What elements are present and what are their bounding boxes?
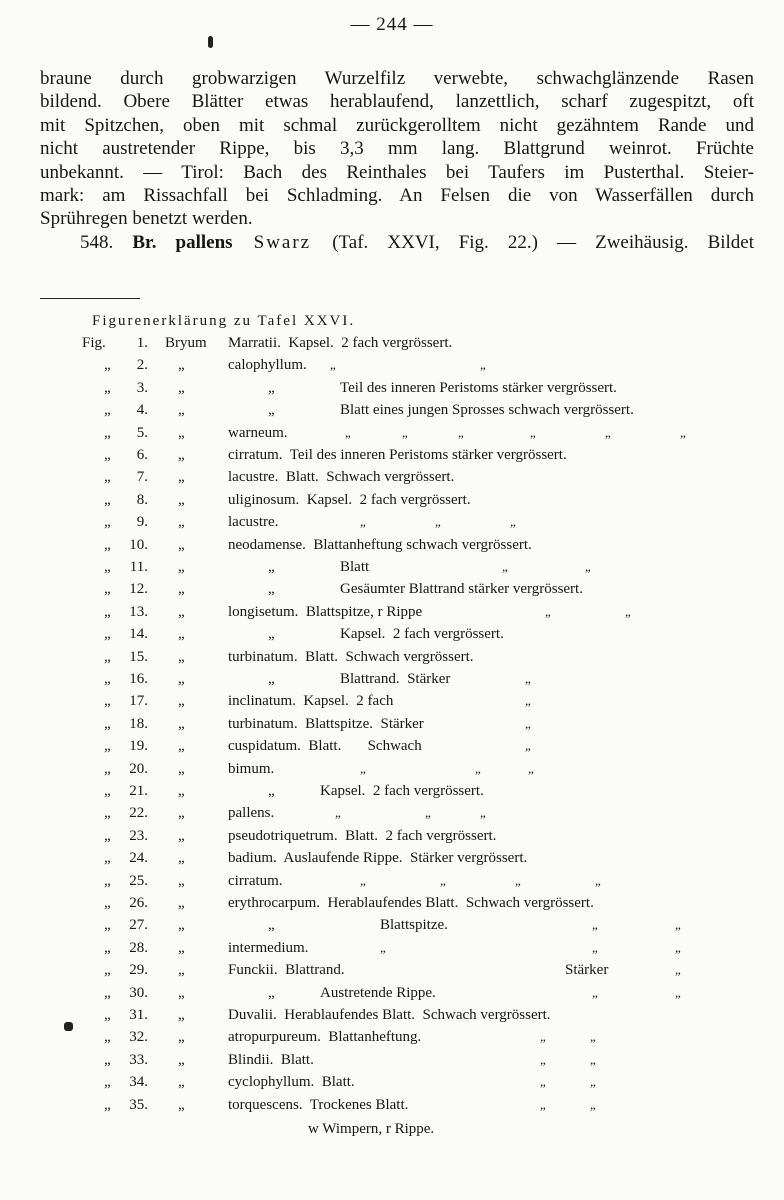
ditto-mark: „ [104,805,111,822]
legend-row [0,1029,784,1051]
legend-row [0,469,784,491]
legend-description: badium. Auslaufende Rippe. Stärker vergrössert. [228,850,528,867]
ditto-mark: „ [540,1096,546,1112]
ditto-mark: „ [528,760,534,776]
legend-description: turbinatum. Blattspitze. Stärker [228,715,424,732]
ditto-mark: „ [545,603,551,619]
legend-row [0,604,784,626]
fig-number: 18. [129,715,148,732]
legend-description: Blatt eines jungen Sprosses schwach vergrössert. [340,402,634,419]
ditto-mark: „ [515,872,521,888]
legend-description: longisetum. Blattspitze, r Rippe [228,603,423,620]
ditto-mark: „ [525,693,531,709]
legend-row [0,761,784,783]
ditto-mark: „ [104,447,111,463]
ditto-mark: „ [104,783,111,799]
legend-row [0,335,784,357]
legend-description: atropurpureum. Blattanheftung. [228,1029,422,1046]
ditto-mark: „ [178,715,185,732]
fig-number: 16. [129,671,148,687]
legend-description: cirratum. Teil des inneren Peristoms stärker vergrössert. [228,447,567,463]
fig-number: 13. [129,603,148,620]
legend-row [0,1052,784,1074]
legend-row [0,783,784,805]
legend-description: uliginosum. Kapsel. 2 fach vergrössert. [228,491,471,508]
ditto-mark: „ [590,1074,596,1090]
ditto-mark: „ [335,805,341,821]
legend-description: cuspidatum. Blatt. Schwach [228,738,422,755]
fig-number: 7. [136,469,148,486]
ditto-mark: „ [380,939,386,955]
ditto-mark: „ [540,1029,546,1045]
ditto-mark: „ [104,648,111,665]
fig-number: 20. [129,760,148,777]
legend-row [0,985,784,1007]
legend-description: Blattspitze. [380,917,448,934]
ditto-mark: „ [268,402,275,419]
fig-number: 1. [136,335,148,351]
legend-row [0,1074,784,1096]
ditto-mark: „ [178,783,185,799]
legend-row [0,716,784,738]
ditto-mark: „ [440,872,446,888]
fig-number: 5. [136,424,148,441]
ditto-mark: „ [178,447,185,463]
legend-description: calophyllum. [228,357,307,374]
legend-row [0,1007,784,1029]
ditto-mark: „ [595,872,601,888]
fig-number: 31. [129,1007,148,1023]
legend-description: Teil des inneren Peristoms stärker vergrössert. [340,379,617,396]
ditto-mark: „ [330,357,336,373]
ditto-mark: „ [104,1029,111,1046]
ditto-mark: „ [605,424,611,440]
ditto-mark: „ [104,715,111,732]
legend-description: neodamense. Blattanheftung schwach vergrössert. [228,536,532,553]
legend-description: Kapsel. 2 fach vergrössert. [320,783,484,799]
ditto-mark: „ [525,715,531,731]
fig-number: 22. [129,805,148,822]
legend-row [0,514,784,536]
ditto-mark: „ [178,805,185,822]
legend-description: Blatt [340,559,370,575]
legend-description: Funckii. Blattrand. [228,962,345,979]
ditto-mark: „ [104,1051,111,1068]
ditto-mark: „ [104,402,111,419]
ditto-mark: „ [104,1007,111,1023]
ditto-mark: „ [540,1051,546,1067]
fig-number: 17. [129,693,148,710]
legend-row [0,962,784,984]
body-line: bildend. Obere Blätter etwas herablaufend, lanzettlich, scharf zugespitzt, oft [40,91,754,113]
legend-row [0,380,784,402]
ditto-mark: „ [104,671,111,687]
legend-description: cirratum. [228,872,283,889]
fig-number: 32. [129,1029,148,1046]
legend-row [0,693,784,715]
ditto-mark: „ [178,1007,185,1023]
ditto-mark: „ [178,469,185,486]
ditto-mark: „ [104,827,111,844]
ditto-mark: „ [675,984,681,1000]
ditto-mark: „ [525,738,531,754]
ditto-mark: „ [590,1029,596,1045]
ditto-mark: „ [675,917,681,933]
fig-number: 21. [129,783,148,799]
ditto-mark: „ [268,984,275,1001]
ditto-mark: „ [178,939,185,956]
ditto-mark: „ [104,357,111,374]
ditto-mark: „ [104,693,111,710]
legend-row [0,850,784,872]
fig-number: 24. [129,850,148,867]
legend-description: pallens. [228,805,275,822]
ditto-mark: „ [104,917,111,934]
legend-description: cyclophyllum. Blatt. [228,1074,355,1091]
ditto-mark: „ [268,581,275,598]
fig-number: 9. [136,514,148,531]
ditto-mark: „ [104,1074,111,1091]
fig-number: 35. [129,1096,148,1113]
species-entry [40,231,754,254]
fig-number: 6. [136,447,148,463]
legend-row [0,940,784,962]
body-line: nicht austretender Rippe, bis 3,3 mm lang. Blattgrund weinrot. Früchte [40,138,754,160]
ditto-mark: „ [178,491,185,508]
ditto-mark: „ [178,581,185,598]
fig-number: 8. [136,491,148,508]
legend-description: torquescens. Trockenes Blatt. [228,1096,409,1113]
ditto-mark: „ [590,1096,596,1112]
ditto-mark: „ [268,379,275,396]
legend-description: pseudotriquetrum. Blatt. 2 fach vergrössert. [228,827,497,844]
legend-row [0,626,784,648]
legend-row [0,873,784,895]
fig-number: 15. [129,648,148,665]
fig-number: 25. [129,872,148,889]
ditto-mark: „ [178,962,185,979]
ditto-mark: „ [268,559,275,575]
ditto-mark: „ [178,626,185,643]
ditto-mark: „ [592,939,598,955]
legend-row [0,559,784,581]
legend-title: Figurenerklärung zu Tafel XXVI. [92,313,356,329]
ditto-mark: „ [592,984,598,1000]
fig-number: 27. [129,917,148,934]
species-name: Br. pallens [132,231,233,253]
legend-description: Kapsel. 2 fach vergrössert. [340,626,504,643]
ditto-mark: „ [360,872,366,888]
ditto-mark: „ [178,402,185,419]
fig-number: 30. [129,984,148,1001]
fig-number: 23. [129,827,148,844]
fig-number: 3. [136,379,148,396]
ditto-mark: „ [425,805,431,821]
ditto-mark: „ [104,850,111,867]
fig-number: 29. [129,962,148,979]
body-line: mit Spitzchen, oben mit schmal zurückgerolltem nicht gezähntem Rande und [40,114,754,136]
legend-description: inclinatum. Kapsel. 2 fach [228,693,394,710]
species-description: (Taf. XXVI, Fig. 22.) — Zweihäusig. Bildet [332,231,755,253]
ditto-mark: „ [402,424,408,440]
ditto-mark: „ [178,917,185,934]
ditto-mark: „ [104,760,111,777]
fig-number: 11. [129,559,148,575]
legend-description: lacustre. [228,514,279,531]
ditto-mark: „ [178,1074,185,1091]
ditto-mark: „ [360,760,366,776]
legend-row [0,581,784,603]
legend-description: erythrocarpum. Herablaufendes Blatt. Schwach vergrössert. [228,895,594,911]
legend-description: Austretende Rippe. [320,984,436,1001]
ditto-mark: „ [104,491,111,508]
legend-footnote: w Wimpern, r Rippe. [308,1121,435,1137]
ditto-mark: „ [104,1096,111,1113]
ditto-mark: „ [178,872,185,889]
legend-row [0,447,784,469]
ditto-mark: „ [435,514,441,530]
fig-number: 10. [129,536,148,553]
ditto-mark: „ [360,514,366,530]
fig-number: 12. [129,581,148,598]
legend-row [0,492,784,514]
ditto-mark: „ [178,671,185,687]
ditto-mark: „ [178,1096,185,1113]
legend-description: Stärker [565,962,609,979]
ditto-mark: „ [178,738,185,755]
ditto-mark: „ [104,895,111,911]
ditto-mark: „ [502,559,508,574]
legend-description: lacustre. Blatt. Schwach vergrössert. [228,469,455,486]
fig-number: 14. [129,626,148,643]
legend-description: intermedium. [228,939,309,956]
ditto-mark: „ [178,1051,185,1068]
ditto-mark: „ [178,760,185,777]
ditto-mark: „ [480,357,486,373]
fig-number: 26. [129,895,148,911]
ditto-mark: „ [475,760,481,776]
legend-row [0,917,784,939]
ditto-mark: „ [268,917,275,934]
fig-number: 4. [136,402,148,419]
ditto-mark: „ [675,962,681,978]
ditto-mark: „ [458,424,464,440]
legend-description: Duvalii. Herablaufendes Blatt. Schwach vergrössert. [228,1007,551,1023]
legend-description: Gesäumter Blattrand stärker vergrössert. [340,581,583,598]
ditto-mark: „ [104,603,111,620]
legend-description: turbinatum. Blatt. Schwach vergrössert. [228,648,474,665]
ditto-mark: „ [510,514,516,530]
ditto-mark: „ [178,648,185,665]
legend-description: Blindii. Blatt. [228,1051,314,1068]
ditto-mark: „ [178,895,185,911]
body-line: Sprühregen benetzt werden. [40,208,253,230]
legend-description: bimum. [228,760,275,777]
page-number: — 244 — [350,14,434,35]
ditto-mark: „ [592,917,598,933]
fig-number: 34. [129,1074,148,1091]
ditto-mark: „ [104,626,111,643]
footnote-separator [40,298,140,299]
ditto-mark: „ [178,559,185,575]
fig-number: 33. [129,1051,148,1068]
ditto-mark: „ [104,379,111,396]
ditto-mark: „ [345,424,351,440]
ditto-mark: „ [104,939,111,956]
legend-row [0,671,784,693]
legend-description: warneum. [228,424,288,441]
ditto-mark: „ [178,514,185,531]
ditto-mark: „ [178,536,185,553]
fig-number: 2. [136,357,148,374]
ditto-mark: „ [178,379,185,396]
ditto-mark: „ [540,1074,546,1090]
body-line: braune durch grobwarzigen Wurzelfilz verwebte, schwachglänzende Rasen [40,68,754,89]
ditto-mark: „ [530,424,536,440]
ditto-mark: „ [480,805,486,821]
ditto-mark: „ [268,671,275,687]
ditto-mark: „ [104,559,111,575]
ditto-mark: „ [178,424,185,441]
ditto-mark: „ [178,850,185,867]
legend-row [0,402,784,424]
body-paragraph [40,67,754,254]
ditto-mark: „ [104,872,111,889]
ditto-mark: „ [625,603,631,619]
ditto-mark: „ [525,671,531,686]
legend-row [0,425,784,447]
ditto-mark: „ [104,962,111,979]
ditto-mark: „ [178,984,185,1001]
legend-row [0,537,784,559]
ditto-mark: „ [585,559,591,574]
legend-row [0,738,784,760]
species-number: 548. [80,231,133,253]
ditto-mark: „ [680,424,686,440]
ditto-mark: „ [104,738,111,755]
legend-row [0,805,784,827]
ditto-mark: „ [178,827,185,844]
ditto-mark: „ [104,536,111,553]
legend-description: Blattrand. Stärker [340,671,451,687]
ink-blot [208,36,213,48]
legend-row [0,828,784,850]
species-author: Swarz [232,231,333,253]
ditto-mark: „ [104,984,111,1001]
legend-row [0,357,784,379]
ditto-mark: „ [268,783,275,799]
ditto-mark: „ [104,581,111,598]
ditto-mark: „ [104,514,111,531]
ditto-mark: „ [590,1051,596,1067]
ditto-mark: „ [178,1029,185,1046]
ditto-mark: „ [178,603,185,620]
fig-number: 19. [129,738,148,755]
ditto-mark: „ [178,357,185,374]
legend-row [0,649,784,671]
fig-label: Fig. [82,335,106,351]
legend-row [0,1097,784,1119]
fig-number: 28. [129,939,148,956]
genus-name: Bryum [165,335,207,351]
ditto-mark: „ [178,693,185,710]
ditto-mark: „ [268,626,275,643]
legend-row [0,895,784,917]
body-line: unbekannt. — Tirol: Bach des Reinthales bei Taufers im Pusterthal. Steier- [40,161,754,183]
ditto-mark: „ [104,424,111,441]
ditto-mark: „ [104,469,111,486]
legend-description: Marratii. Kapsel. 2 fach vergrössert. [228,335,453,351]
body-line: mark: am Rissachfall bei Schladming. An Felsen die von Wasserfällen durch [40,185,754,207]
ditto-mark: „ [675,939,681,955]
